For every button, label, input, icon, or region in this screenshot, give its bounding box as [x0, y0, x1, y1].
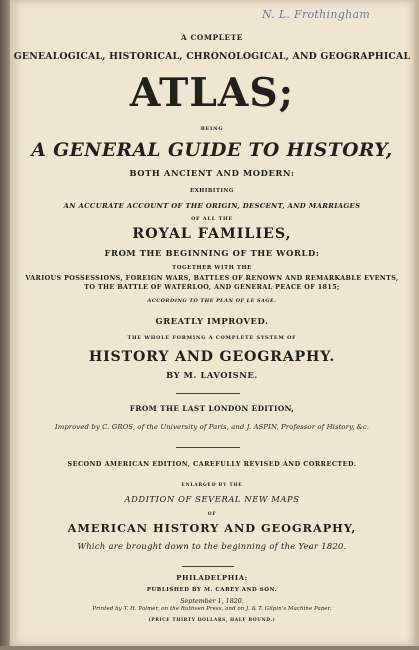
text-enlarged-by: ENLARGED BY THE: [181, 483, 243, 488]
text-ancient-modern: BOTH ANCIENT AND MODERN:: [129, 168, 295, 178]
page-edge: [414, 0, 419, 650]
text-of-all-the: OF ALL THE: [191, 216, 233, 222]
divider-rule: [176, 447, 240, 448]
text-complete-system: THE WHOLE FORMING A COMPLETE SYSTEM OF: [127, 335, 297, 341]
heading-genealogical: GENEALOGICAL, HISTORICAL, CHRONOLOGICAL, AND GEOGRAPHICAL: [13, 51, 411, 62]
text-together-with: TOGETHER WITH THE: [172, 265, 252, 271]
subtitle-general-guide: A GENERAL GUIDE TO HISTORY,: [31, 140, 393, 161]
text-greatly-improved: GREATLY IMPROVED.: [155, 316, 269, 326]
title-atlas: ATLAS;: [129, 70, 295, 116]
heading-history-geography: HISTORY AND GEOGRAPHY.: [88, 349, 336, 365]
imprint-printer: Printed by T. H. Palmer, on the Ruthven Press, and on J. & T. Gilpin's Machine Paper.: [92, 606, 332, 612]
text-beginning-world: FROM THE BEGINNING OF THE WORLD:: [104, 248, 320, 258]
imprint-date: September 1, 1820.: [180, 597, 244, 605]
text-waterloo: TO THE BATTLE OF WATERLOO, AND GENERAL PEACE OF 1815;: [84, 283, 340, 291]
text-accurate-account: AN ACCURATE ACCOUNT OF THE ORIGIN, DESCENT, AND MARRIAGES: [63, 202, 361, 210]
heading-complete: A COMPLETE: [181, 33, 243, 42]
text-possessions: VARIOUS POSSESSIONS, FOREIGN WARS, BATTLES OF RENOWN AND REMARKABLE EVENTS,: [25, 274, 399, 282]
text-of: OF: [207, 512, 217, 517]
divider-rule: [176, 393, 240, 394]
text-author: BY M. LAVOISNE.: [166, 370, 258, 380]
text-improved-by: Improved by C. GROS, of the University of Paris, and J. ASPIN, Professor of History, &c.: [54, 423, 370, 431]
text-london-edition: FROM THE LAST LONDON EDITION,: [129, 404, 295, 413]
heading-royal-families: ROYAL FAMILIES,: [132, 226, 292, 242]
heading-american-history: AMERICAN HISTORY AND GEOGRAPHY,: [67, 521, 357, 535]
imprint-city: PHILADELPHIA:: [176, 574, 248, 582]
text-second-american-edition: SECOND AMERICAN EDITION, CAREFULLY REVISED AND CORRECTED.: [67, 460, 357, 468]
imprint-publisher: PUBLISHED BY M. CAREY AND SON.: [146, 587, 278, 593]
handwritten-signature: N. L. Frothingham: [262, 8, 371, 21]
imprint-price: (PRICE THIRTY DOLLARS, HALF BOUND.): [148, 618, 276, 623]
text-le-sage: ACCORDING TO THE PLAN OF LE SAGE.: [147, 298, 277, 304]
divider-rule: [182, 566, 234, 567]
text-being: BEING: [200, 126, 224, 132]
text-new-maps: ADDITION OF SEVERAL NEW MAPS: [124, 494, 300, 504]
text-exhibiting: EXHIBITING: [190, 188, 234, 194]
page-bottom-edge: [0, 646, 419, 650]
text-year-1820: Which are brought down to the beginning of the Year 1820.: [77, 541, 347, 551]
